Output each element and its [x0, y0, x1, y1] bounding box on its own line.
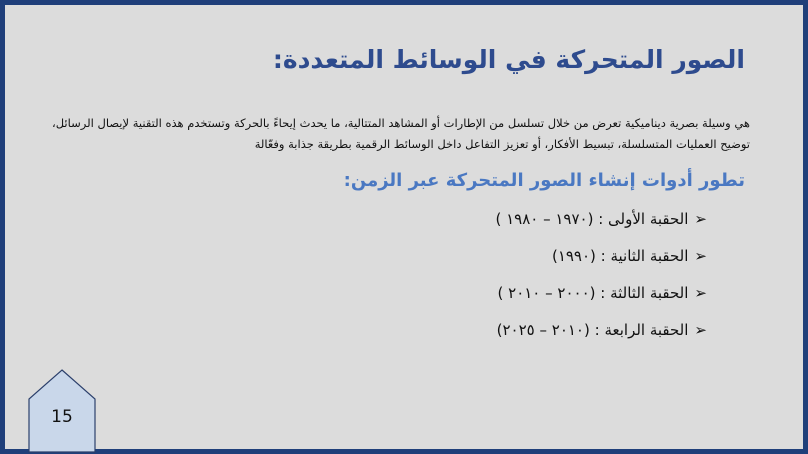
era-label: الحقبة الثانية : (١٩٩٠) [551, 247, 689, 265]
slide-title: الصور المتحركة في الوسائط المتعددة: [272, 45, 745, 74]
eras-list [495, 201, 707, 349]
list-item [495, 275, 707, 312]
arrow-bullet-icon: ➢ [694, 210, 707, 228]
arrow-bullet-icon: ➢ [694, 321, 707, 339]
section-subtitle: تطور أدوات إنشاء الصور المتحركة عبر الزمن: [343, 170, 745, 191]
era-label: الحقبة الرابعة : (٢٠١٠ – ٢٠٢٥) [496, 321, 689, 339]
arrow-bullet-icon: ➢ [694, 284, 707, 302]
list-item [495, 312, 707, 349]
era-label: الحقبة الثالثة : (٢٠٠٠ – ٢٠١٠ ) [497, 284, 689, 302]
arrow-bullet-icon: ➢ [694, 247, 707, 265]
intro-paragraph: هي وسيلة بصرية ديناميكية تعرض من خلال تسلسل من الإطارات أو المشاهد المتتالية، ما يحدث إيحاءً بالحركة وتستخدم هذه التقنية لإيصال الرسائل، توضيح العمليات المتسلسلة، تبسيط الأفكار، أو تعزيز التفاعل داخل الوسائط الرقمية بطريقة جذابة وفعّالة [52, 116, 750, 151]
page-number: 15 [51, 407, 73, 427]
list-item [495, 238, 707, 275]
era-label: الحقبة الأولى : (١٩٧٠ – ١٩٨٠ ) [495, 210, 689, 228]
list-item [495, 201, 707, 238]
